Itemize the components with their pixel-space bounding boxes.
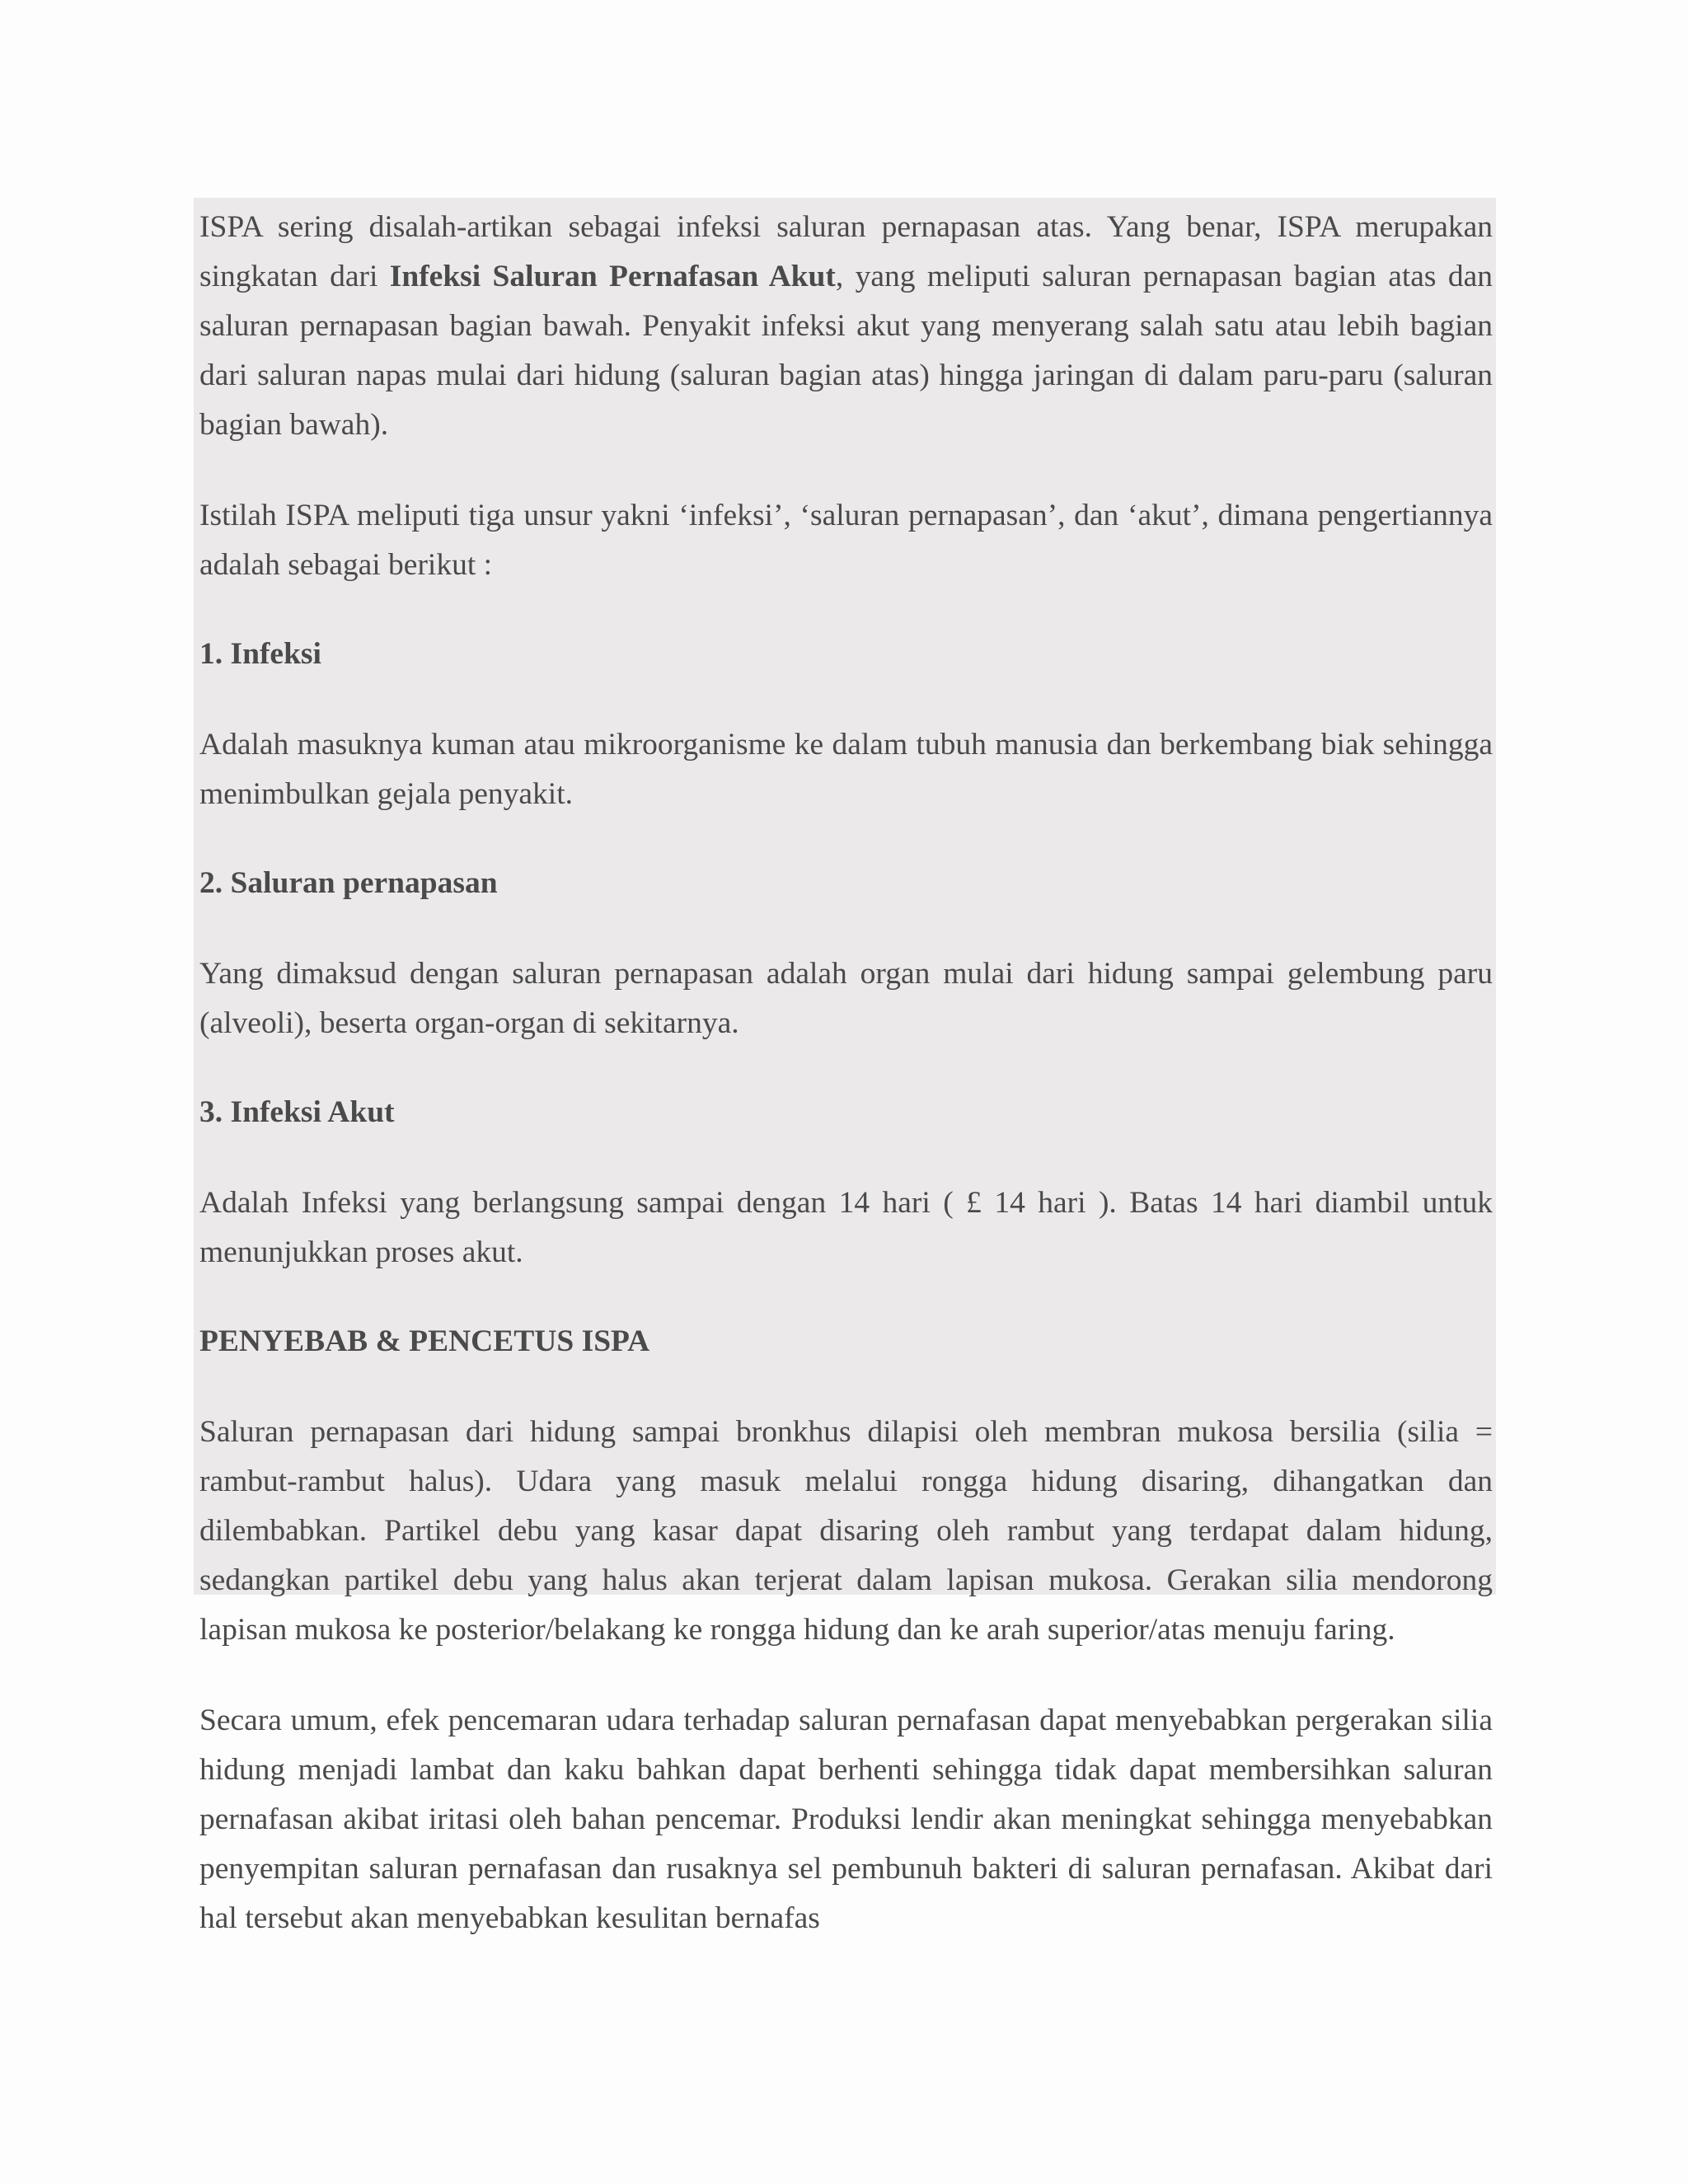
- section-heading-penyebab: PENYEBAB & PENCETUS ISPA: [199, 1324, 650, 1358]
- section-heading-akut: 3. Infeksi Akut: [199, 1095, 395, 1129]
- section-heading-saluran: 2. Saluran pernapasan: [199, 866, 498, 900]
- document-content: [194, 198, 1496, 1935]
- penyebab-paragraph-2: Secara umum, efek pencemaran udara terhadap saluran pernafasan dapat menyebabkan pergerakan silia hidung menjadi lambat dan kaku bahkan dapat berhenti sehingga tidak dapat membersihkan saluran pernafasan akibat iritasi oleh bahan pencemar. Produksi lendir akan meningkat sehingga menyebabkan penyempitan saluran pernafasan dan rusaknya sel pembunuh bakteri di saluran pernafasan. Akibat dari hal tersebut akan menyebabkan kesulitan bernafas: [199, 1704, 1493, 1935]
- section-text-saluran: Yang dimaksud dengan saluran pernapasan adalah organ mulai dari hidung sampai gelembung paru (alveoli), beserta organ-organ di sekitarnya.: [199, 957, 1493, 1040]
- intro-paragraph: [199, 203, 1493, 450]
- intro-text-start: ISPA sering disalah-artikan sebagai infeksi saluran pernapasan atas. Yang benar, ISPA merupakan singkatan dari: [199, 210, 1493, 293]
- section-text-akut: Adalah Infeksi yang berlangsung sampai dengan 14 hari ( £ 14 hari ). Batas 14 hari diambil untuk menunjukkan proses akut.: [199, 1186, 1493, 1269]
- penyebab-paragraph-1: Saluran pernapasan dari hidung sampai bronkhus dilapisi oleh membran mukosa bersilia (silia = rambut-rambut halus). Udara yang masuk melalui rongga hidung disaring, dihangatkan dan dilembabkan. Partikel debu yang kasar dapat disaring oleh rambut yang terdapat dalam hidung, sedangkan partikel debu yang halus akan terjerat dalam lapisan mukosa. Gerakan silia mendorong lapisan mukosa ke posterior/belakang ke rongga hidung dan ke arah superior/atas menuju faring.: [199, 1415, 1493, 1647]
- section-text-infeksi: Adalah masuknya kuman atau mikroorganisme ke dalam tubuh manusia dan berkembang biak sehingga menimbulkan gejala penyakit.: [199, 728, 1493, 811]
- section-heading-infeksi: 1. Infeksi: [199, 637, 321, 671]
- intro-text-end: , yang meliputi saluran pernapasan bagian atas dan saluran pernapasan bagian bawah. Penyakit infeksi akut yang menyerang salah satu atau lebih bagian dari saluran napas mulai dari hidung (saluran bagian atas) hingga jaringan di dalam paru-paru (saluran bagian bawah).: [199, 260, 1493, 442]
- istilah-paragraph: Istilah ISPA meliputi tiga unsur yakni ‘infeksi’, ‘saluran pernapasan’, dan ‘akut’, dimana pengertiannya adalah sebagai berikut :: [199, 499, 1493, 582]
- intro-bold-term: Infeksi Saluran Pernafasan Akut: [389, 260, 836, 293]
